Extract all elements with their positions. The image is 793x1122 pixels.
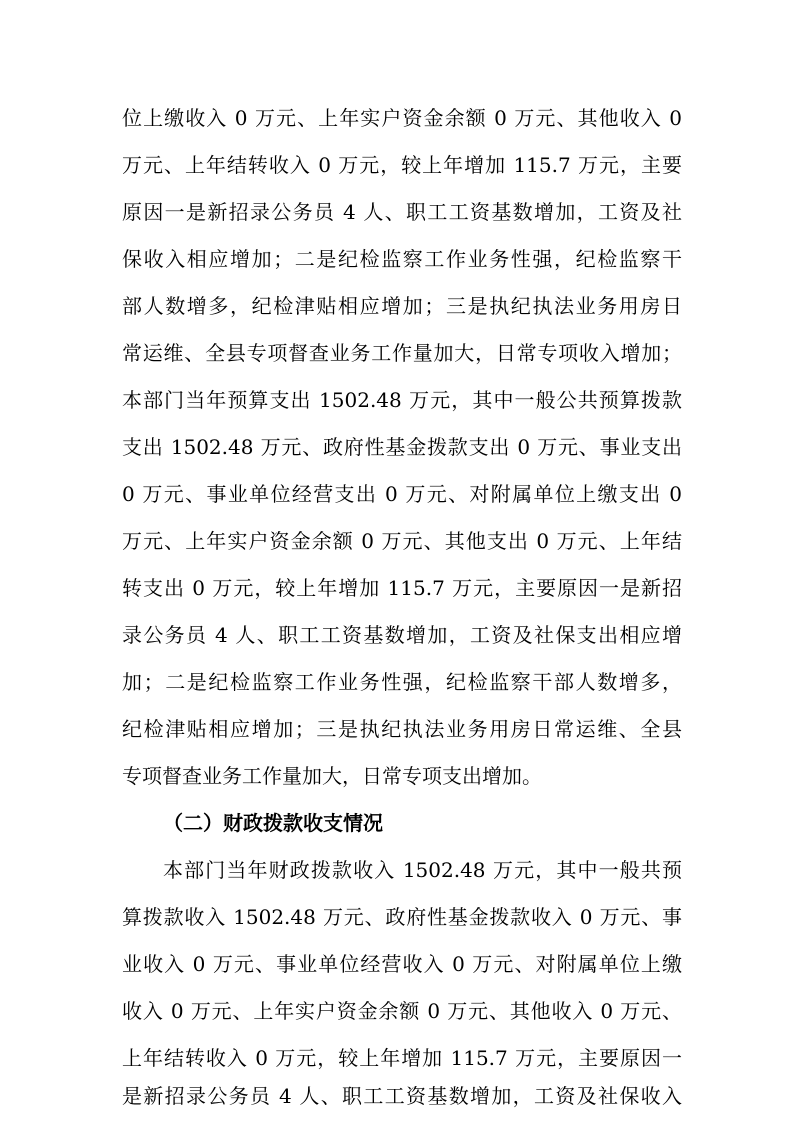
body-text-line: 常运维、全县专项督查业务工作量加大，日常专项收入增加； bbox=[122, 341, 682, 365]
section-text-line: 算拨款收入 1502.48 万元、政府性基金拨款收入 0 万元、事 bbox=[122, 905, 682, 929]
body-text-line: 本部门当年预算支出 1502.48 万元，其中一般公共预算拨款 bbox=[122, 388, 682, 412]
body-text-line: 0 万元、事业单位经营支出 0 万元、对附属单位上缴支出 0 bbox=[122, 482, 682, 506]
body-text-line: 部人数增多，纪检津贴相应增加；三是执纪执法业务用房日 bbox=[122, 294, 682, 318]
body-text-line: 位上缴收入 0 万元、上年实户资金余额 0 万元、其他收入 0 bbox=[122, 106, 682, 130]
section-text-line: 本部门当年财政拨款收入 1502.48 万元，其中一般共预 bbox=[163, 858, 682, 882]
section-text-line: 上年结转收入 0 万元，较上年增加 115.7 万元，主要原因一 bbox=[122, 1046, 682, 1070]
body-text-line: 专项督查业务工作量加大，日常专项支出增加。 bbox=[122, 764, 542, 788]
section-text-line: 业收入 0 万元、事业单位经营收入 0 万元、对附属单位上缴 bbox=[122, 952, 682, 976]
body-text-line: 加；二是纪检监察工作业务性强，纪检监察干部人数增多， bbox=[122, 670, 682, 694]
section-text-line: 是新招录公务员 4 人、职工工资基数增加，工资及社保收入 bbox=[122, 1084, 682, 1108]
body-text-line: 万元、上年结转收入 0 万元，较上年增加 115.7 万元，主要 bbox=[122, 153, 682, 177]
body-text-line: 纪检津贴相应增加；三是执纪执法业务用房日常运维、全县 bbox=[122, 717, 682, 741]
section-text-line: 收入 0 万元、上年实户资金余额 0 万元、其他收入 0 万元、 bbox=[122, 999, 682, 1023]
body-text-line: 保收入相应增加；二是纪检监察工作业务性强，纪检监察干 bbox=[122, 247, 682, 271]
body-text-line: 转支出 0 万元，较上年增加 115.7 万元，主要原因一是新招 bbox=[122, 576, 682, 600]
section-heading: （二）财政拨款收支情况 bbox=[163, 811, 383, 835]
body-text-line: 录公务员 4 人、职工工资基数增加，工资及社保支出相应增 bbox=[122, 623, 682, 647]
body-text-line: 万元、上年实户资金余额 0 万元、其他支出 0 万元、上年结 bbox=[122, 529, 682, 553]
body-text-line: 原因一是新招录公务员 4 人、职工工资基数增加，工资及社 bbox=[122, 200, 682, 224]
body-text-line: 支出 1502.48 万元、政府性基金拨款支出 0 万元、事业支出 bbox=[122, 435, 682, 459]
